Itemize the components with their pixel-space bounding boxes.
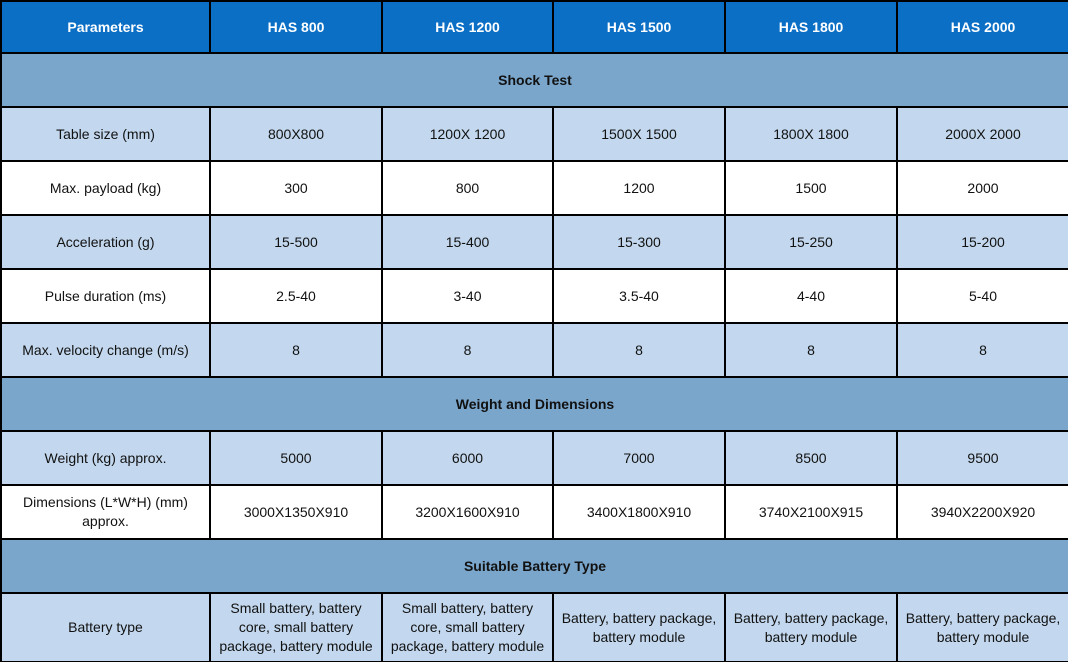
table-row — [1, 485, 1068, 539]
table-cell: 1800X 1800 — [725, 107, 897, 161]
table-cell: 800X800 — [210, 107, 382, 161]
header-parameters: Parameters — [1, 1, 210, 53]
table-cell: 3400X1800X910 — [553, 485, 725, 539]
table-cell: 800 — [382, 161, 553, 215]
table-cell: 3740X2100X915 — [725, 485, 897, 539]
table-cell: 8500 — [725, 431, 897, 485]
row-label: Weight (kg) approx. — [1, 431, 210, 485]
table-cell: 1200 — [553, 161, 725, 215]
section-header-shock-test — [1, 53, 1068, 107]
table-cell: Battery, battery package, battery module — [897, 593, 1068, 662]
table-cell: 8 — [553, 323, 725, 377]
table-cell: 15-250 — [725, 215, 897, 269]
table-cell: 3.5-40 — [553, 269, 725, 323]
table-cell: 1500 — [725, 161, 897, 215]
table-cell: Battery, battery package, battery module — [725, 593, 897, 662]
table-cell: Battery, battery package, battery module — [553, 593, 725, 662]
row-label: Acceleration (g) — [1, 215, 210, 269]
table-cell: 4-40 — [725, 269, 897, 323]
table-cell: 5000 — [210, 431, 382, 485]
table-cell: 2000 — [897, 161, 1068, 215]
table-cell: 1200X 1200 — [382, 107, 553, 161]
table-cell: 2.5-40 — [210, 269, 382, 323]
header-model: HAS 1800 — [725, 1, 897, 53]
row-label: Max. payload (kg) — [1, 161, 210, 215]
table-cell: 8 — [725, 323, 897, 377]
table-cell: 8 — [210, 323, 382, 377]
table-cell: 3200X1600X910 — [382, 485, 553, 539]
table-row — [1, 269, 1068, 323]
table-cell: 9500 — [897, 431, 1068, 485]
section-title: Suitable Battery Type — [1, 539, 1068, 593]
table-cell: 300 — [210, 161, 382, 215]
table-cell: Small battery, battery core, small battery package, battery module — [382, 593, 553, 662]
section-header-weight-dimensions — [1, 377, 1068, 431]
table-cell: 3-40 — [382, 269, 553, 323]
table-cell: 8 — [382, 323, 553, 377]
table-cell: Small battery, battery core, small battery package, battery module — [210, 593, 382, 662]
table-cell: 15-500 — [210, 215, 382, 269]
table-row — [1, 431, 1068, 485]
section-header-battery-type — [1, 539, 1068, 593]
table-cell: 2000X 2000 — [897, 107, 1068, 161]
table-row — [1, 593, 1068, 662]
table-cell: 3000X1350X910 — [210, 485, 382, 539]
table-cell: 5-40 — [897, 269, 1068, 323]
table-cell: 6000 — [382, 431, 553, 485]
table-cell: 1500X 1500 — [553, 107, 725, 161]
row-label: Dimensions (L*W*H) (mm) approx. — [1, 485, 210, 539]
header-model: HAS 800 — [210, 1, 382, 53]
row-label: Pulse duration (ms) — [1, 269, 210, 323]
table-row — [1, 161, 1068, 215]
row-label: Table size (mm) — [1, 107, 210, 161]
header-model: HAS 1500 — [553, 1, 725, 53]
row-label: Battery type — [1, 593, 210, 662]
section-title: Shock Test — [1, 53, 1068, 107]
table-cell: 7000 — [553, 431, 725, 485]
row-label: Max. velocity change (m/s) — [1, 323, 210, 377]
table-cell: 15-400 — [382, 215, 553, 269]
table-cell: 3940X2200X920 — [897, 485, 1068, 539]
table-row — [1, 107, 1068, 161]
header-model: HAS 1200 — [382, 1, 553, 53]
table-cell: 15-200 — [897, 215, 1068, 269]
table-cell: 15-300 — [553, 215, 725, 269]
table-row — [1, 323, 1068, 377]
table-cell: 8 — [897, 323, 1068, 377]
header-model: HAS 2000 — [897, 1, 1068, 53]
table-header-row — [1, 1, 1068, 53]
table-row — [1, 215, 1068, 269]
section-title: Weight and Dimensions — [1, 377, 1068, 431]
